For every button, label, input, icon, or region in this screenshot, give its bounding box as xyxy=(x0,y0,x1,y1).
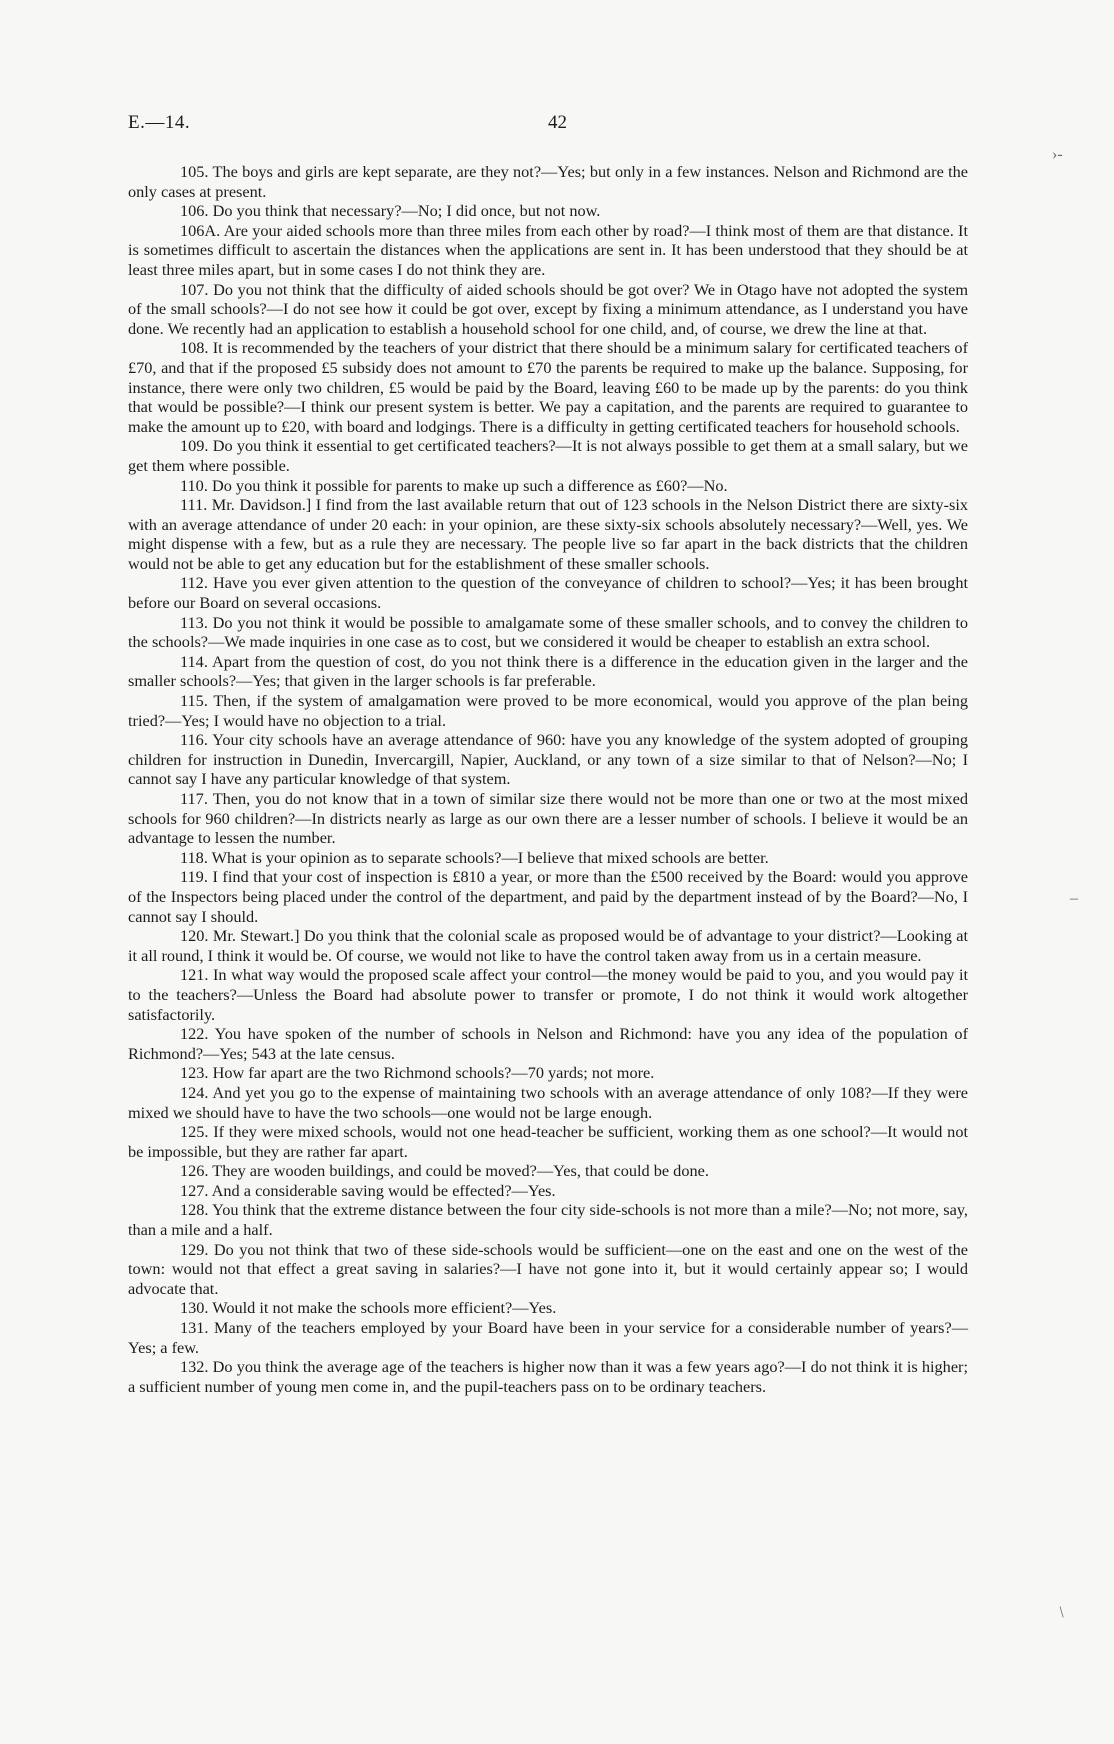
margin-mark: ›- xyxy=(1052,146,1063,163)
paragraph-112: 112. Have you ever given attention to the question of the conveyance of children to school?—Yes; it has been brought before our Board on several occasions. xyxy=(128,573,968,613)
body-text xyxy=(128,162,968,1396)
document-code: E.—14. xyxy=(128,112,191,133)
paragraph-108: 108. It is recommended by the teachers of your district that there should be a minimum salary for certificated teachers of £70, and that if the proposed £5 subsidy does not amount to £70 the parents be required to make up the balance. Supposing, for instance, there were only two children, £5 would be paid by the Board, leaving £60 to be made up by the parents: do you think that would be possible?—I think our present system is better. We pay a capitation, and the parents are required to guarantee to make the amount up to £20, with board and lodgings. There is a difficulty in getting certificated teachers for household schools. xyxy=(128,338,968,436)
paragraph-105: 105. The boys and girls are kept separate, are they not?—Yes; but only in a few instances. Nelson and Richmond are the only cases at present. xyxy=(128,162,968,201)
paragraph-117: 117. Then, you do not know that in a town of similar size there would not be more than one or two at the most mixed schools for 960 children?—In districts nearly as large as our own there are a lesser number of schools. I believe it would be an advantage to lessen the number. xyxy=(128,789,968,848)
paragraph-109: 109. Do you think it essential to get certificated teachers?—It is not always possible to get them at a small salary, but we get them where possible. xyxy=(128,436,968,475)
paragraph-122: 122. You have spoken of the number of schools in Nelson and Richmond: have you any idea of the population of Richmond?—Yes; 543 at the late census. xyxy=(128,1024,968,1063)
paragraph-110: 110. Do you think it possible for parents to make up such a difference as £60?—No. xyxy=(180,475,728,495)
paragraph-128: 128. You think that the extreme distance between the four city side-schools is not more than a mile?—No; not more, say, than a mile and a half. xyxy=(128,1200,968,1240)
paragraph-115: 115. Then, if the system of amalgamation were proved to be more economical, would you approve of the plan being tried?—Yes; I would have no objection to a trial. xyxy=(128,691,968,730)
paragraph-119: 119. I find that your cost of inspection is £810 a year, or more than the £500 received by the Board: would you approve of the Inspectors being placed under the control of the department, and paid by the department instead of by the Board?—No, I cannot say I should. xyxy=(128,867,968,926)
paragraph-129: 129. Do you not think that two of these side-schools would be sufficient—one on the east and one on the west of the town: would not that effect a great saving in salaries?—I have not gone into it, but it would certainly appear so; I would advocate that. xyxy=(128,1239,968,1298)
paragraph-118: 118. What is your opinion as to separate schools?—I believe that mixed schools are better. xyxy=(180,847,769,867)
margin-mark: / xyxy=(1055,1604,1069,1621)
paragraph-130: 130. Would it not make the schools more efficient?—Yes. xyxy=(180,1298,557,1318)
page-number: 42 xyxy=(548,112,567,133)
paragraph-125: 125. If they were mixed schools, would not one head-teacher be sufficient, working them as one school?—It would not be impossible, but they are rather far apart. xyxy=(128,1122,968,1161)
paragraph-126: 126. They are wooden buildings, and could be moved?—Yes, that could be done. xyxy=(180,1161,709,1181)
margin-mark: ‒ xyxy=(1070,890,1078,907)
paragraph-124: 124. And yet you go to the expense of maintaining two schools with an average attendance of only 108?—If they were mixed we should have to have the two schools—one would not be large enough. xyxy=(128,1082,968,1122)
paragraph-106: 106. Do you think that necessary?—No; I did once, but not now. xyxy=(180,201,601,221)
paragraph-131: 131. Many of the teachers employed by your Board have been in your service for a considerable number of years?—Yes; a few. xyxy=(128,1318,968,1357)
paragraph-106a: 106A. Are your aided schools more than three miles from each other by road?—I think most of them are that distance. It is sometimes difficult to ascertain the distances when the applications are sent in. It has been understood that they should be at least three miles apart, but in some cases I do not think they are. xyxy=(128,220,968,279)
paragraph-113: 113. Do you not think it would be possible to amalgamate some of these smaller schools, and to convey the children to the schools?—We made inquiries in one case as to cost, but we considered it would be cheaper to establish an extra school. xyxy=(128,612,968,652)
paragraph-120: 120. Mr. Stewart.] Do you think that the colonial scale as proposed would be of advantage to your district?—Looking at it all round, I think it would be. Of course, we would not like to have the control taken away from us in a certain measure. xyxy=(128,926,968,965)
paragraph-121: 121. In what way would the proposed scale affect your control—the money would be paid to you, and you would pay it to the teachers?—Unless the Board had absolute power to transfer or promote, I do not think it would work altogether satisfactorily. xyxy=(128,965,968,1024)
paragraph-127: 127. And a considerable saving would be effected?—Yes. xyxy=(180,1180,556,1200)
page-header xyxy=(128,112,968,152)
paragraph-107: 107. Do you not think that the difficulty of aided schools should be got over? We in Otago have not adopted the system of the small schools?—I do not see how it could be got over, except by fixing a minimum attendance, as I understand you have done. We recently had an application to establish a household school for one child, and, of course, we drew the line at that. xyxy=(128,279,968,338)
paragraph-132: 132. Do you think the average age of the teachers is higher now than it was a few years ago?—I do not think it is higher; a sufficient number of young men come in, and the pupil-teachers pass on to be ordinary teachers. xyxy=(128,1357,968,1396)
paragraph-116: 116. Your city schools have an average attendance of 960: have you any knowledge of the system adopted of grouping children for instruction in Dunedin, Invercargill, Napier, Auckland, or any town of a size similar to that of Nelson?—No; I cannot say I have any particular knowledge of that system. xyxy=(128,730,968,789)
paragraph-111: 111. Mr. Davidson.] I find from the last available return that out of 123 schools in the Nelson District there are sixty-six with an average attendance of under 20 each: in your opinion, are these sixty-six schools absolutely necessary?—Well, yes. We might dispense with a few, but as a rule they are necessary. The people live so far apart in the back districts that the children would not be able to get any education but for the establishment of these smaller schools. xyxy=(128,495,968,573)
paragraph-114: 114. Apart from the question of cost, do you not think there is a difference in the education given in the larger and the smaller schools?—Yes; that given in the larger schools is far preferable. xyxy=(128,651,968,691)
paragraph-123: 123. How far apart are the two Richmond schools?—70 yards; not more. xyxy=(180,1063,655,1083)
